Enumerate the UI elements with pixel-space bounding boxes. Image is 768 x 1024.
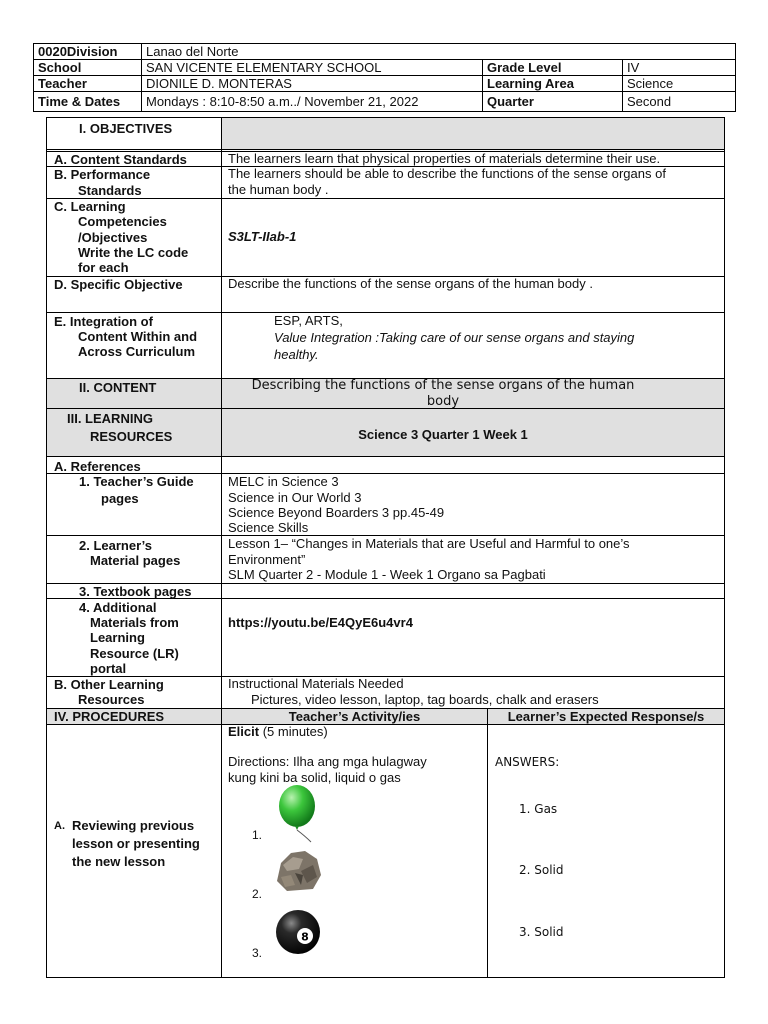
performance-standards-text: The learners should be able to describe the functions of the sense organs of: [228, 166, 666, 181]
teacher-value: DIONILE D. MONTERAS: [142, 76, 483, 92]
item-number: 2.: [252, 887, 263, 901]
learners-material-line: Environment”: [228, 552, 306, 567]
column-divider: [221, 118, 222, 977]
additional-materials-label-4: Resource (LR): [90, 646, 179, 661]
teachers-guide-label: 1. Teacher’s Guide: [79, 474, 194, 489]
row-divider: [47, 456, 724, 457]
item-number: 1.: [252, 828, 263, 842]
learner-response-header: Learner’s Expected Response/s: [507, 709, 705, 724]
content-heading: II. CONTENT: [79, 380, 157, 395]
performance-standards-label: B. Performance: [54, 167, 151, 182]
performance-standards-label-2: Standards: [78, 183, 142, 198]
elicit-line: [228, 724, 328, 740]
row-divider: [47, 312, 724, 313]
integration-label-2: Content Within and: [78, 329, 198, 344]
textbook-pages-label: 3. Textbook pages: [79, 584, 192, 599]
resources-text: Science 3 Quarter 1 Week 1: [358, 427, 528, 442]
row-divider: [47, 724, 724, 725]
reviewing-label-2: lesson or presenting: [72, 836, 200, 851]
references-label: A. References: [54, 459, 141, 474]
answer-item: 1. Gas: [519, 802, 558, 816]
teachers-guide-line: Science Skills: [228, 520, 309, 535]
reviewing-label: Reviewing previous: [72, 818, 195, 833]
directions-text-2: kung kini ba solid, liquid o gas: [228, 770, 401, 785]
objectives-heading: I. OBJECTIVES: [79, 121, 173, 136]
teachers-guide-line: MELC in Science 3: [228, 474, 339, 489]
competencies-label-4: Write the LC code: [78, 245, 189, 260]
teachers-guide-line: Science Beyond Boarders 3 pp.45-49: [228, 505, 445, 520]
additional-materials-label-5: portal: [90, 661, 127, 676]
resources-heading: III. LEARNING: [67, 411, 153, 426]
integration-label-3: Across Curriculum: [78, 344, 196, 359]
division-value: Lanao del Norte: [142, 44, 736, 60]
lesson-plan-table: [46, 117, 725, 978]
area-label: Learning Area: [483, 76, 623, 92]
other-resources-text: Instructional Materials Needed: [228, 676, 404, 691]
content-standards-text: The learners learn that physical properties of materials determine their use.: [228, 151, 661, 166]
reviewing-letter: A.: [54, 820, 65, 832]
learners-material-line: SLM Quarter 2 - Module 1 - Week 1 Organo sa Pagbati: [228, 567, 546, 582]
other-resources-text-2: Pictures, video lesson, laptop, tag boards, chalk and erasers: [251, 692, 599, 707]
school-label: School: [34, 60, 142, 76]
time-value: Mondays : 8:10-8:50 a.m../ November 21, 2022: [142, 92, 483, 112]
directions-text: Directions: Ilha ang mga hulagway: [228, 754, 427, 769]
additional-materials-label-3: Learning: [90, 630, 145, 645]
learners-material-label-2: Material pages: [90, 553, 181, 568]
resources-heading-2: RESOURCES: [90, 429, 173, 444]
objectives-shade: [222, 118, 724, 149]
teachers-guide-label-2: pages: [101, 491, 139, 506]
grade-value: IV: [623, 60, 736, 76]
header-table: [33, 43, 736, 112]
competencies-label-5: for each: [78, 260, 129, 275]
additional-materials-label: 4. Additional: [79, 600, 157, 615]
answers-heading: ANSWERS:: [495, 755, 560, 769]
learners-material-label: 2. Learner’s: [79, 538, 152, 553]
green-balloon-icon: [275, 784, 323, 844]
rock-icon: [273, 847, 323, 893]
reviewing-label-3: the new lesson: [72, 854, 166, 869]
content-standards-label: A. Content Standards: [54, 152, 187, 167]
video-link[interactable]: https://youtu.be/E4QyE6u4vr4: [228, 615, 413, 630]
other-resources-label: B. Other Learning: [54, 677, 164, 692]
value-integration-text: Value Integration :Taking care of our sense organs and staying: [274, 330, 635, 345]
teacher-activity-header: Teacher’s Activity/ies: [288, 709, 421, 724]
content-text-2: body: [426, 394, 460, 409]
integration-text: ESP, ARTS,: [274, 313, 343, 328]
other-resources-label-2: Resources: [78, 692, 145, 707]
area-value: Science: [623, 76, 736, 92]
item-number: 3.: [252, 946, 263, 960]
row-divider: [47, 198, 724, 199]
grade-label: Grade Level: [483, 60, 623, 76]
teacher-label: Teacher: [34, 76, 142, 92]
specific-objective-label: D. Specific Objective: [54, 277, 183, 292]
row-divider: [47, 149, 724, 150]
content-text: Describing the functions of the sense organs of the human: [251, 378, 635, 393]
additional-materials-label-2: Materials from: [90, 615, 179, 630]
quarter-value: Second: [623, 92, 736, 112]
specific-objective-text: Describe the functions of the sense organs of the human body .: [228, 276, 593, 291]
competencies-label-2: Competencies: [78, 214, 167, 229]
lc-code: S3LT-IIab-1: [228, 229, 297, 244]
time-label: Time & Dates: [34, 92, 142, 112]
performance-standards-text-2: the human body .: [228, 182, 329, 197]
competencies-label: C. Learning: [54, 199, 126, 214]
eight-ball-icon: [275, 909, 321, 955]
elicit-label: Elicit: [228, 724, 260, 739]
school-value: SAN VICENTE ELEMENTARY SCHOOL: [142, 60, 483, 76]
column-divider: [487, 708, 488, 977]
teachers-guide-line: Science in Our World 3: [228, 490, 362, 505]
learners-material-line: Lesson 1– “Changes in Materials that are Useful and Harmful to one’s: [228, 536, 630, 551]
elicit-time: (5 minutes): [262, 724, 328, 739]
competencies-label-3: /Objectives: [78, 230, 148, 245]
integration-label: E. Integration of: [54, 314, 153, 329]
answer-item: 3. Solid: [519, 925, 564, 939]
quarter-label: Quarter: [483, 92, 623, 112]
value-integration-text-2: healthy.: [274, 347, 319, 362]
answer-item: 2. Solid: [519, 863, 564, 877]
division-label: 0020Division: [34, 44, 142, 60]
svg-text:8: 8: [301, 930, 309, 944]
procedures-heading: IV. PROCEDURES: [54, 709, 165, 724]
